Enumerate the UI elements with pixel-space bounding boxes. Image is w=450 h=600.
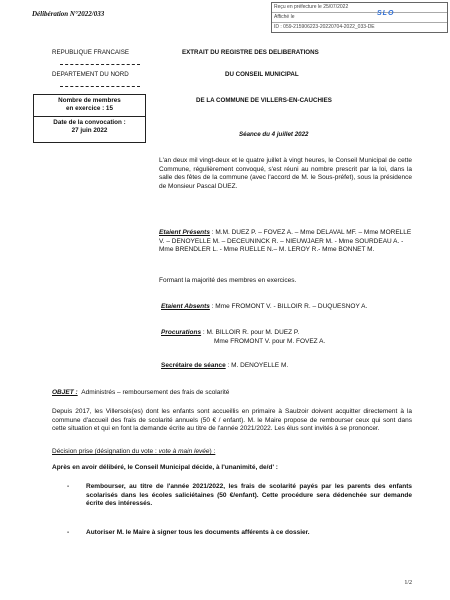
secretary-label: Secrétaire de séance bbox=[161, 362, 226, 369]
members-box bbox=[33, 94, 146, 143]
absent-list: : Mme FROMONT V. - BILLOIR R. – DUQUESNOY A. bbox=[209, 303, 368, 310]
extract-title: EXTRAIT DU REGISTRE DES DELIBERATIONS bbox=[182, 49, 319, 56]
council-title: DU CONSEIL MUNICIPAL bbox=[225, 71, 299, 78]
vote-mode: vote à main levée bbox=[158, 448, 210, 455]
object-label: OBJET : bbox=[52, 389, 78, 396]
divider bbox=[34, 116, 145, 117]
object-block bbox=[52, 389, 412, 398]
after-deliberation: Après en avoir délibéré, le Conseil Municipal décide, à l'unanimité, de/d' : bbox=[52, 464, 278, 471]
present-block bbox=[159, 229, 412, 255]
present-label: Etaient Présents bbox=[159, 229, 210, 236]
decision-heading-start: Décision prise (désignation du vote : bbox=[52, 448, 159, 455]
proxies-label: Procurations bbox=[161, 329, 202, 336]
absent-block bbox=[161, 303, 414, 312]
members-label: Nombre de membres bbox=[58, 97, 121, 104]
deliberation-number: Délibération N°2022/033 bbox=[32, 10, 105, 18]
decision-item-reimburse: Rembourser, au titre de l'année 2021/2022, les frais de scolarité payés par les parents des enfants scolarisés dans les écoles saliciétaines (50 €/enfant). Cette procédure sera dédenchée sur demande écrite des intéressés. bbox=[86, 483, 412, 508]
present-list: : M.M. DUEZ P. – FOVEZ A. – Mme DELAVAL MF. – Mme MORELLE V. – DENOYELLE M. – DECEUNINCK R. – NIEUWJAER M. - Mme SOURDEAU A. - Mme BRENDLER L. - Mme RUELLE N.– M. LEROY R.- Mme BONNET M. bbox=[159, 229, 412, 254]
slo-logo: SLO bbox=[377, 10, 395, 17]
secretary-block bbox=[161, 362, 414, 371]
proxy-second: Mme FROMONT V. pour M. FOVEZ A. bbox=[214, 338, 326, 345]
intro-paragraph: L'an deux mil vingt-deux et le quatre juillet à vingt heures, le Conseil Municipal de cette Commune, régulièrement convoqué, s'est réuni au nombre prescrit par la loi, dans la salle des fêtes de la commune (avec l'accord de M. le Sous-préfet), sous la présidence de Monsieur Pascal DUEZ. bbox=[159, 157, 412, 190]
convocation-label: Date de la convocation : bbox=[53, 119, 126, 126]
department-label: DEPARTEMENT DU NORD bbox=[52, 71, 129, 78]
stamp-posted-line: Affiché le bbox=[272, 13, 447, 23]
absent-label: Etaient Absents bbox=[161, 303, 210, 310]
decision-heading-end: ) : bbox=[209, 448, 216, 455]
stamp-id-line: ID : 059-215906223-20220704-2022_033-DE bbox=[274, 24, 375, 30]
republic-label: REPUBLIQUE FRANCAISE bbox=[52, 49, 130, 56]
bullet: - bbox=[67, 529, 70, 536]
proxies-block bbox=[161, 329, 414, 338]
stamp-received-line: Reçu en préfecture le 25/07/2022 bbox=[272, 3, 447, 13]
body-paragraph: Depuis 2017, les Villersois(es) dont les enfants sont accueillis en primaire à Saulzoir doivent acquitter directement à la commune d'accueil des frais de scolarité annuels (50 € / enfant). M. le Maire propose de rembourser ceux qui sont dans cette situation et qui en font la demande écrite au titre de l'année 2021/2022. Les élus sont invités à se prononcer. bbox=[52, 408, 412, 433]
majority-text: Formant la majorité des membres en exercices. bbox=[159, 277, 297, 284]
convocation-date: 27 juin 2022 bbox=[71, 127, 108, 134]
divider bbox=[60, 64, 140, 65]
page-number: 1/2 bbox=[404, 580, 412, 586]
object-text: Administrés – remboursement des frais de scolarité bbox=[81, 389, 230, 396]
decision-heading bbox=[52, 448, 412, 457]
secretary-name: : M. DENOYELLE M. bbox=[225, 362, 289, 369]
members-count: en exercice : 15 bbox=[66, 105, 113, 112]
bullet: - bbox=[67, 483, 70, 490]
commune-title: DE LA COMMUNE DE VILLERS-EN-CAUCHIES bbox=[196, 97, 332, 104]
decision-item-authorize: Autoriser M. le Maire à signer tous les documents afférents à ce dossier. bbox=[86, 529, 310, 536]
prefecture-stamp bbox=[271, 2, 448, 33]
proxy-first: : M. BILLOIR R. pour M. DUEZ P. bbox=[201, 329, 300, 336]
divider bbox=[60, 86, 140, 87]
session-date: Séance du 4 juillet 2022 bbox=[239, 131, 309, 138]
